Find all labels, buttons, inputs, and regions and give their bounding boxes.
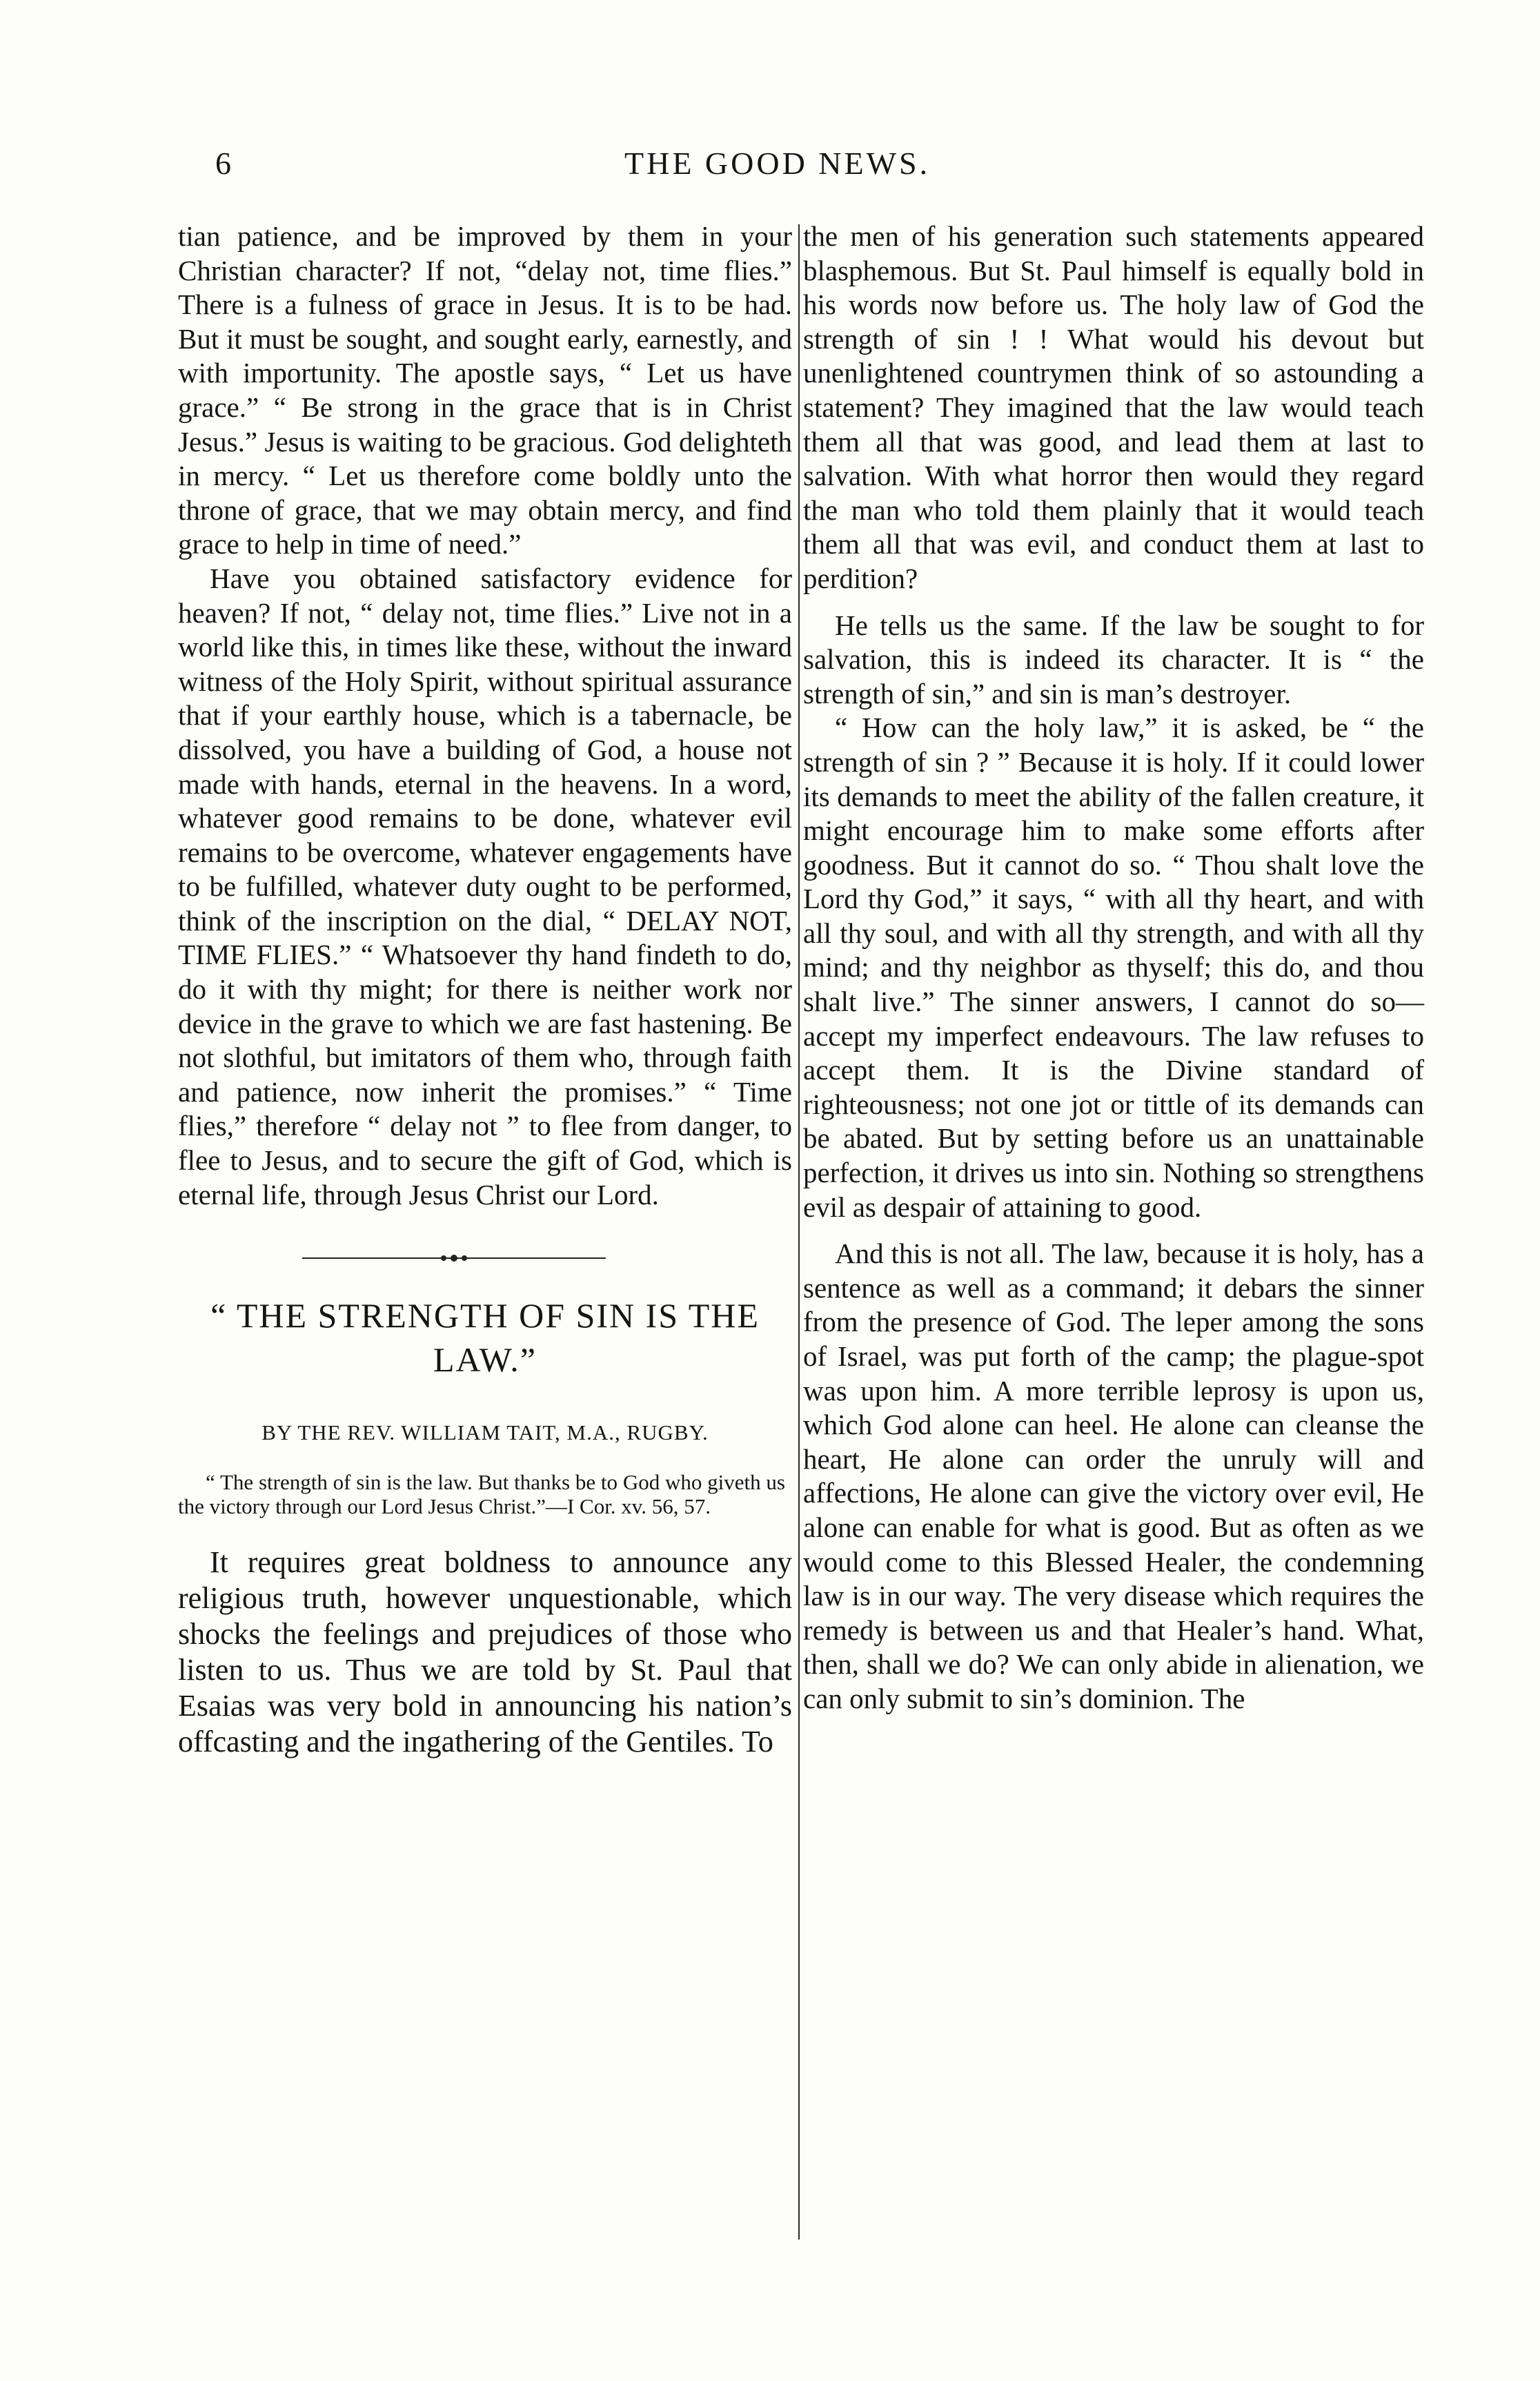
ornamental-divider xyxy=(302,1253,606,1263)
paragraph: And this is not all. The law, because it is holy, has a sentence as well as a command; it debars the sinner from the presence of God. The leper among the sons of Israel, was put forth of the camp; the plague-spot was upon him. A more terrible leprosy is upon us, which God alone can heel. He alone can cleanse the heart, He alone can order the unruly will and affections, He alone can give the victory over evil, He alone can enable for what is good. But as often as we would come to this Blessed Healer, the condemning law is in our way. The very disease which requires the remedy is between us and that Healer’s hand. What, then, shall we do? We can only abide in alienation, we can only submit to sin’s dominion. The xyxy=(803,1237,1424,1714)
paragraph: tian patience, and be improved by them in your Christian character? If not, “delay not, time flies.” There is a fulness of grace in Jesus. It is to be had. But it must be sought, and sought early, earnestly, and with importunity. The apostle says, “ Let us have grace.” “ Be strong in the grace that is in Christ Jesus.” Jesus is waiting to be gracious. God delighteth in mercy. “ Let us therefore come boldly unto the throne of grace, that we may obtain mercy, and find grace to help in time of need.” xyxy=(178,220,792,560)
article-title: “ THE STRENGTH OF SIN IS THE LAW.” xyxy=(210,1296,760,1380)
epigraph: “ The strength of sin is the law. But thanks be to God who giveth us the victory through our Lord Jesus Christ.”—I Cor. xv. 56, 57. xyxy=(178,1470,785,1519)
paragraph: Have you obtained satisfactory evidence for heaven? If not, “ delay not, time flies.” Live not in a world like this, in times like these, without the inward witness of the Holy Spirit, without spiritual assurance that if your earthly house, which is a tabernacle, be dissolved, you have a building of God, a house not made with hands, eternal in the heavens. In a word, whatever good remains to be done, whatever evil remains to be overcome, whatever engagements have to be fulfilled, whatever duty ought to be performed, think of the inscription on the dial, “ DELAY NOT, TIME FLIES.” “ Whatsoever thy hand findeth to do, do it with thy might; for there is neither work nor device in the grave to which we are fast hastening. Be not slothful, but imitators of them who, through faith and patience, now inherit the promises.” “ Time flies,” therefore “ delay not ” to flee from danger, to flee to Jesus, and to secure the gift of God, which is eternal life, through Jesus Christ our Lord. xyxy=(178,562,792,1211)
running-title: THE GOOD NEWS. xyxy=(624,146,931,181)
left-column xyxy=(178,219,792,1760)
right-column xyxy=(803,219,1424,1716)
page-header xyxy=(0,145,1540,186)
paragraph: It requires great boldness to announce any religious truth, however unquestionable, which shocks the feelings and prejudices of those who listen to us. Thus we are told by St. Paul that Esaias was very bold in announcing his nation’s offcasting and the ingathering of the Gentiles. To xyxy=(178,1545,792,1759)
article-byline: BY THE REV. WILLIAM TAIT, M.A., RUGBY. xyxy=(261,1420,709,1445)
column-divider xyxy=(798,224,800,2240)
paragraph: “ How can the holy law,” it is asked, be “ the strength of sin ? ” Because it is holy. If it could lower its demands to meet the ability of the fallen creature, it might encourage him to make some efforts after goodness. But it cannot do so. “ Thou shalt love the Lord thy God,” it says, “ with all thy heart, and with all thy soul, and with all thy strength, and with all thy mind; and thy neighbor as thyself; this do, and thou shalt live.” The sinner answers, I cannot do so—accept my imperfect endeavours. The law refuses to accept them. It is the Divine standard of righteousness; not one jot or tittle of its demands can be abated. But by setting before us an unattainable perfection, it drives us into sin. Nothing so strengthens evil as despair of attaining to good. xyxy=(803,712,1424,1223)
page-number: 6 xyxy=(215,146,231,181)
paragraph: the men of his generation such statements appeared blasphemous. But St. Paul himself is equally bold in his words now before us. The holy law of God the strength of sin ! ! What would his devout but unenlightened countrymen think of so astounding a statement? They imagined that the law would teach them all that was good, and lead them at last to salvation. With what horror then would they regard the man who told them plainly that it would teach them all that was evil, and conduct them at last to perdition? xyxy=(803,220,1424,594)
paragraph: He tells us the same. If the law be sought to for salvation, this is indeed its character. It is “ the strength of sin,” and sin is man’s destroyer. xyxy=(803,609,1424,709)
